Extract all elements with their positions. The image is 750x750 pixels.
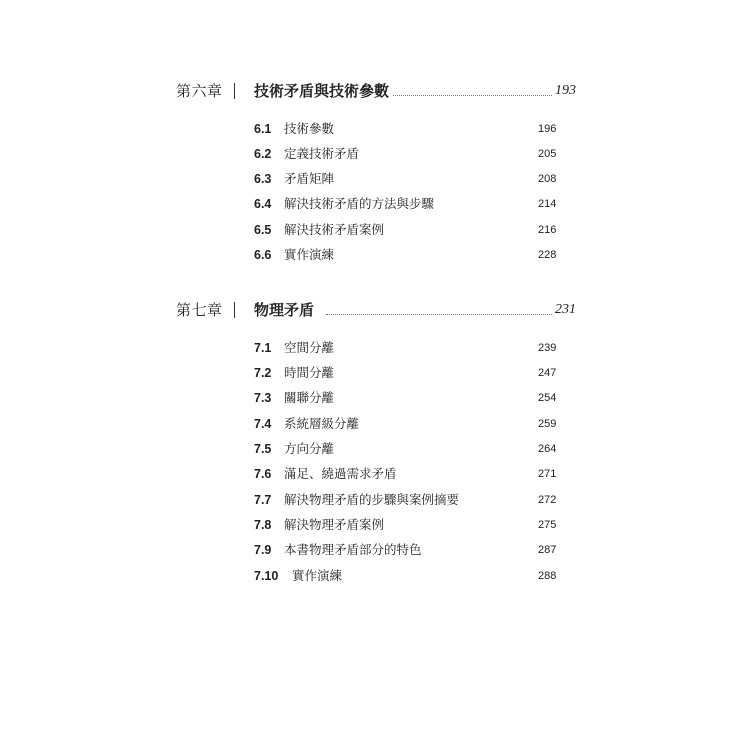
entry-page: 247	[538, 367, 557, 379]
entry-page: 214	[538, 198, 557, 210]
toc-entry	[254, 245, 558, 265]
toc-entry	[254, 540, 558, 560]
entry-title: 解決物理矛盾案例	[284, 517, 385, 532]
entry-number: 7.9	[254, 543, 272, 557]
chapter-divider	[234, 83, 235, 99]
entry-title: 實作演練	[292, 568, 343, 583]
entry-title: 定義技術矛盾	[284, 146, 360, 161]
entry-page: 275	[538, 519, 557, 531]
chapter-6-title: 技術矛盾與技術參數	[254, 78, 393, 104]
entry-page: 254	[538, 392, 557, 404]
toc-entry	[254, 490, 558, 510]
toc-entry	[254, 169, 558, 189]
entry-title: 解決物理矛盾的步驟與案例摘要	[284, 492, 460, 507]
toc-entry	[254, 439, 558, 459]
chapter-7-page: 231	[552, 297, 576, 323]
chapter-7-label: 第七章	[176, 301, 223, 319]
entry-number: 6.4	[254, 197, 272, 211]
entry-page: 208	[538, 173, 557, 185]
toc-entry	[254, 515, 558, 535]
entry-title: 解決技術矛盾案例	[284, 222, 385, 237]
entry-page: 272	[538, 494, 557, 506]
entry-number: 6.5	[254, 223, 272, 237]
chapter-7-title: 物理矛盾	[254, 297, 318, 323]
entry-title: 矛盾矩陣	[284, 171, 335, 186]
chapter-6-label: 第六章	[176, 82, 223, 100]
toc-entry	[254, 464, 558, 484]
entry-number: 6.3	[254, 172, 272, 186]
entry-page: 288	[538, 570, 557, 582]
entry-title: 滿足、繞過需求矛盾	[284, 466, 397, 481]
entry-page: 239	[538, 342, 557, 354]
entry-title: 解決技術矛盾的方法與步驟	[284, 196, 435, 211]
toc-entry	[254, 363, 558, 383]
toc-entry	[254, 388, 558, 408]
chapter-7-heading	[176, 297, 576, 323]
entry-title: 技術參數	[284, 121, 335, 136]
entry-page: 259	[538, 418, 557, 430]
toc-entry	[254, 119, 558, 139]
entry-number: 7.7	[254, 493, 272, 507]
entry-number: 6.6	[254, 248, 272, 262]
dot-leader	[386, 95, 554, 96]
chapter-6-heading	[176, 78, 576, 104]
entry-number: 7.8	[254, 518, 272, 532]
entry-page: 287	[538, 544, 557, 556]
entry-number: 7.10	[254, 569, 279, 583]
entry-title: 空間分離	[284, 340, 335, 355]
entry-number: 7.5	[254, 442, 272, 456]
entry-page: 216	[538, 224, 557, 236]
entry-page: 196	[538, 123, 557, 135]
toc-entry	[254, 144, 558, 164]
entry-page: 205	[538, 148, 557, 160]
toc-entry	[254, 338, 558, 358]
toc-entry	[254, 194, 558, 214]
toc-entry	[254, 414, 558, 434]
dot-leader	[326, 314, 554, 315]
entry-number: 7.6	[254, 467, 272, 481]
entry-number: 7.4	[254, 417, 272, 431]
chapter-divider	[234, 302, 235, 318]
entry-title: 方向分離	[284, 441, 335, 456]
entry-number: 7.2	[254, 366, 272, 380]
entry-page: 228	[538, 249, 557, 261]
entry-number: 7.1	[254, 341, 272, 355]
entry-title: 系統層級分離	[284, 416, 360, 431]
entry-number: 6.1	[254, 122, 272, 136]
entry-page: 264	[538, 443, 557, 455]
chapter-6-page: 193	[552, 78, 576, 104]
entry-number: 6.2	[254, 147, 272, 161]
entry-title: 本書物理矛盾部分的特色	[284, 542, 422, 557]
entry-title: 時間分離	[284, 365, 335, 380]
entry-number: 7.3	[254, 391, 272, 405]
entry-page: 271	[538, 468, 557, 480]
toc-entry	[254, 566, 558, 586]
entry-title: 實作演練	[284, 247, 335, 262]
toc-entry	[254, 220, 558, 240]
entry-title: 關聯分離	[284, 390, 335, 405]
